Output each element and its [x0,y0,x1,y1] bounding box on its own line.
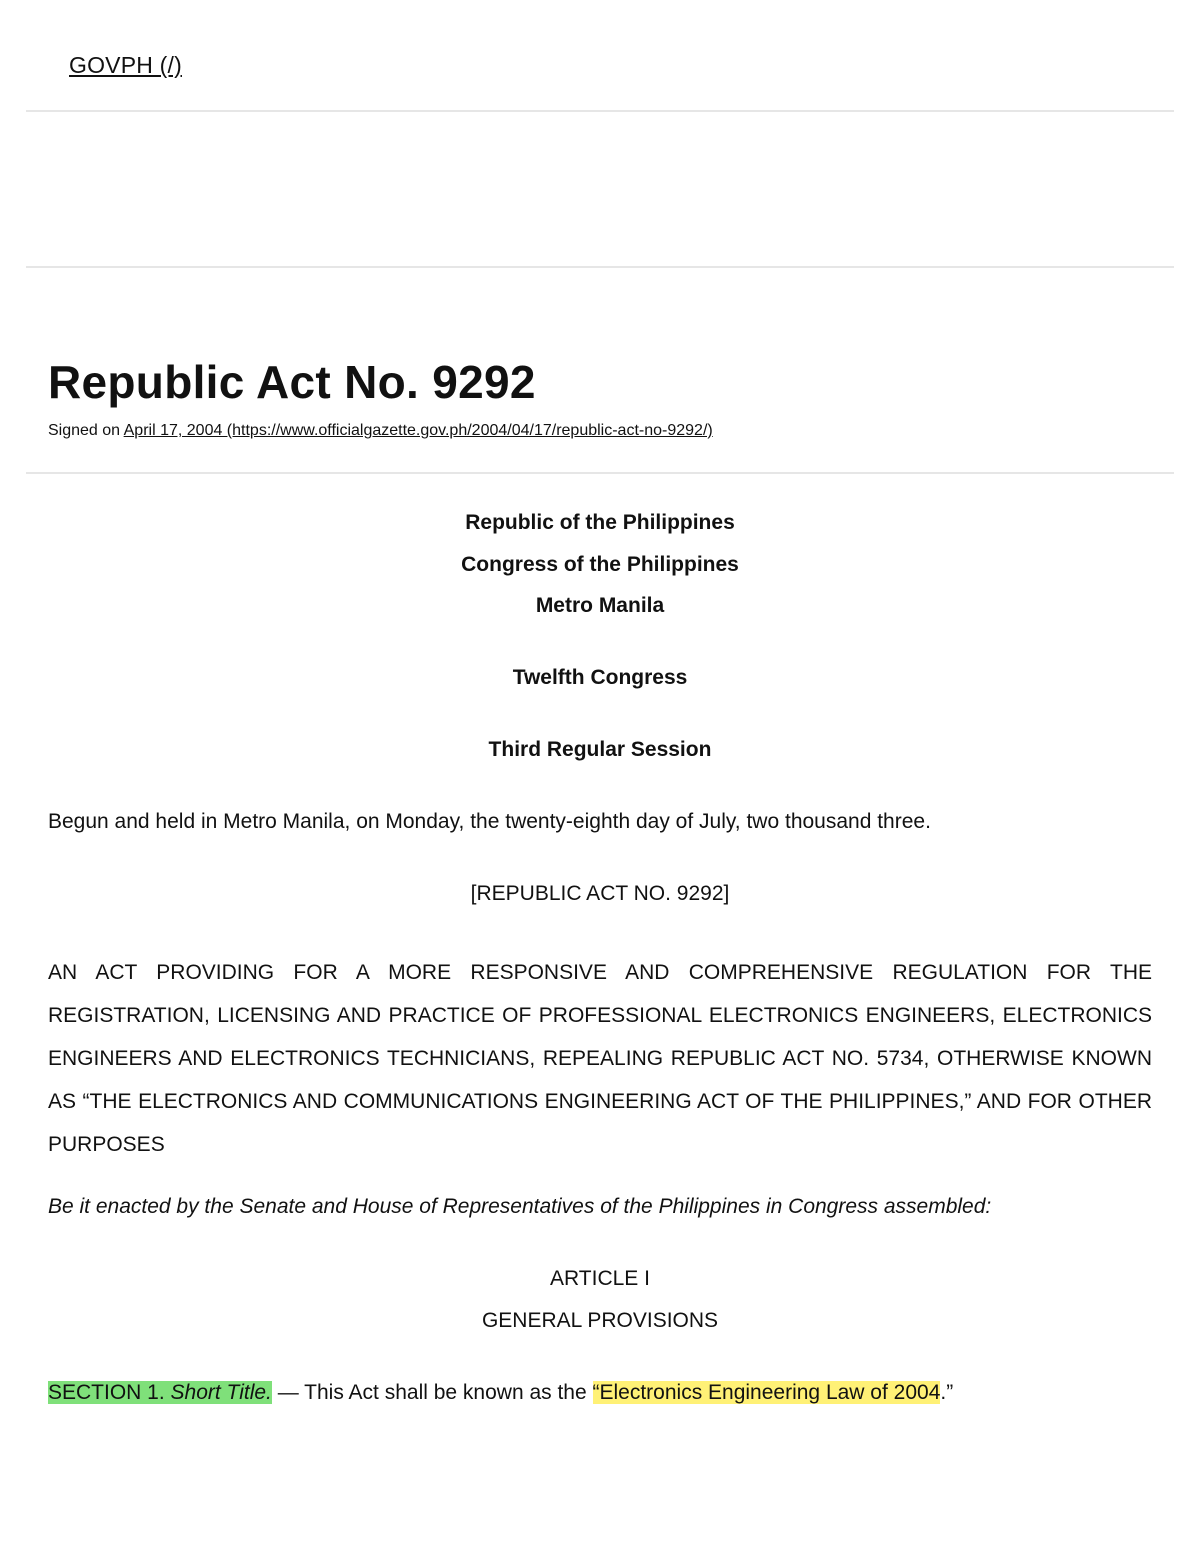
signed-prefix: Signed on [48,422,124,439]
govph-home-link[interactable]: GOVPH (/) [69,52,182,78]
page-title: Republic Act No. 9292 [48,356,536,408]
article-number: ARTICLE I [550,1267,650,1290]
section-1-end: .” [940,1381,954,1404]
city-heading: Metro Manila [535,594,665,617]
act-number: [REPUBLIC ACT NO. 9292] [470,882,730,905]
title-divider [26,472,1174,474]
section-1 [48,1378,1152,1408]
article-title: GENERAL PROVISIONS [481,1309,719,1332]
act-title: AN ACT PROVIDING FOR A MORE RESPONSIVE AND COMPREHENSIVE REGULATION FOR THE REGISTRATION, LICENSING AND PRACTICE OF PROFESSIONAL ELECTRONICS ENGINEERS, ELECTRONICS ENGINEERS AND ELECTRONICS TECHNICIANS, REPEALING REPUBLIC ACT NO. 5734, OTHERWISE KNOWN AS “THE ELECTRONICS AND COMMUNICATIONS ENGINEERING ACT OF THE PHILIPPINES,” AND FOR OTHER PURPOSES [48,961,1152,1156]
section-1-text: — This Act shall be known as the [271,1381,593,1404]
republic-heading: Republic of the Philippines [465,511,735,534]
law-name-highlight: “Electronics Engineering Law of 2004 [592,1381,941,1404]
begun-paragraph: Begun and held in Metro Manila, on Monday, the twenty-eighth day of July, two thousand three. [48,810,931,833]
session-heading: Third Regular Session [488,738,712,761]
congress-heading: Congress of the Philippines [461,553,739,576]
signed-date-link[interactable]: April 17, 2004 (https://www.officialgazette.gov.ph/2004/04/17/republic-act-no-9292/) [123,422,713,439]
congress-number: Twelfth Congress [512,666,688,689]
header-divider [26,110,1174,112]
signed-date [48,422,713,440]
enacting-clause: Be it enacted by the Senate and House of Representatives of the Philippines in Congress assembled: [48,1195,992,1218]
banner-divider [26,266,1174,268]
section-1-heading: Short Title. [170,1381,272,1404]
section-1-label: SECTION 1. [48,1381,171,1404]
section-1-label-highlight [48,1381,272,1404]
